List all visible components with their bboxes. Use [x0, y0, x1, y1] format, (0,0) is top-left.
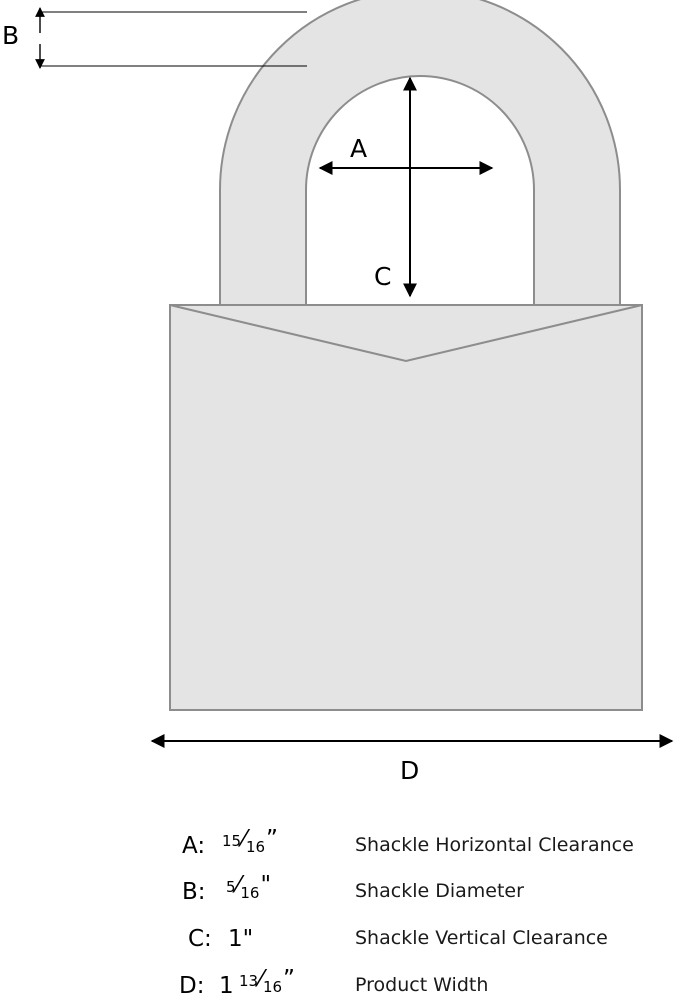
legend-row — [179, 966, 488, 999]
legend-row — [188, 926, 608, 952]
legend-row — [182, 872, 524, 905]
svg-text:13⁄16”: $13⁄_{16}$” — [239, 966, 295, 996]
svg-text:15⁄16”: $15⁄_{16}$” — [222, 826, 278, 856]
dimension-label-b: B — [2, 21, 20, 50]
legend-description: Product Width — [355, 974, 489, 996]
legend-unit: " — [260, 872, 272, 898]
legend-unit: ” — [283, 966, 295, 992]
legend-value-whole: 1" — [228, 926, 254, 952]
legend-key-letter: B: — [182, 879, 206, 905]
legend — [179, 826, 634, 999]
legend-description: Shackle Horizontal Clearance — [355, 834, 634, 856]
legend-fraction-denominator: 16 — [245, 838, 266, 856]
svg-text:5⁄16": $5⁄_{16}$" — [226, 872, 272, 902]
legend-unit: ” — [266, 826, 278, 852]
dimension-b-leaders — [40, 8, 307, 68]
legend-fraction-denominator: 16 — [240, 884, 260, 902]
legend-fraction-denominator: 16 — [262, 978, 283, 996]
legend-value-whole: 1 — [219, 973, 234, 999]
legend-fraction-numerator: 15 — [222, 832, 242, 850]
legend-key-letter: D: — [179, 973, 205, 999]
legend-key-letter: A: — [182, 833, 206, 859]
dimension-label-a: A — [350, 134, 368, 163]
dimension-label-c: C — [374, 262, 392, 291]
shackle-shape — [220, 0, 620, 310]
legend-description: Shackle Diameter — [355, 880, 524, 902]
dimension-label-d: D — [400, 756, 420, 785]
legend-description: Shackle Vertical Clearance — [355, 927, 608, 949]
legend-row — [182, 826, 634, 859]
legend-key-letter: C: — [188, 926, 212, 952]
legend-fraction-numerator: 13 — [239, 972, 259, 990]
lock-body-shape — [170, 305, 642, 710]
legend-fraction-numerator: 5 — [226, 878, 236, 896]
